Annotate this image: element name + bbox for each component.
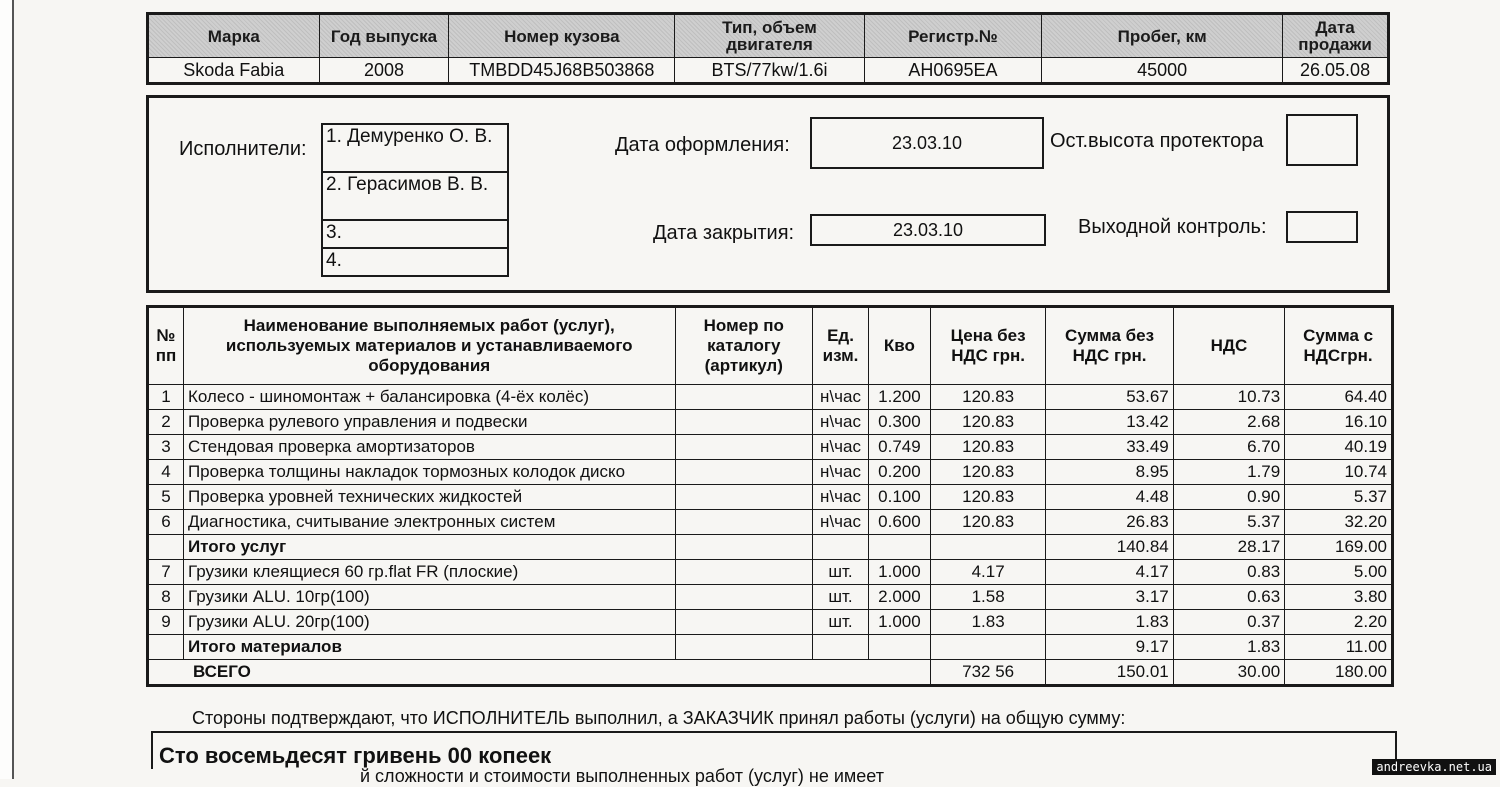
- header-unit: Ед. изм.: [813, 307, 869, 385]
- header-number: № пп: [148, 307, 184, 385]
- issue-date-field: 23.03.10: [810, 117, 1044, 169]
- row-vat: 0.37: [1173, 610, 1284, 635]
- table-row: [148, 460, 1393, 485]
- exit-control-field: [1286, 211, 1358, 243]
- row-qty: 0.100: [868, 485, 930, 510]
- header-name: Наименование выполняемых работ (услуг), используемых материалов и устанавливаемого оборудования: [183, 307, 675, 385]
- row-unit: н\час: [813, 485, 869, 510]
- works-header-row: [148, 307, 1393, 385]
- row-sum: 4.17: [1046, 560, 1173, 585]
- executors-label: Исполнители:: [179, 138, 307, 160]
- row-sum: 26.83: [1046, 510, 1173, 535]
- row-unit: шт.: [813, 585, 869, 610]
- row-total: 40.19: [1285, 435, 1393, 460]
- header-vat: НДС: [1173, 307, 1284, 385]
- grand-total-row: [148, 660, 1393, 686]
- row-sum: 8.95: [1046, 460, 1173, 485]
- row-total: 3.80: [1285, 585, 1393, 610]
- works-table: [146, 305, 1394, 687]
- row-article: [675, 485, 813, 510]
- tread-height-field: [1286, 114, 1358, 166]
- row-total: 32.20: [1285, 510, 1393, 535]
- services-total-vat: 28.17: [1173, 535, 1284, 560]
- services-total-row: [148, 535, 1393, 560]
- grand-total-total: 180.00: [1285, 660, 1393, 686]
- materials-total-row: [148, 635, 1393, 660]
- empty-cell: [813, 535, 869, 560]
- empty-cell: [930, 635, 1045, 660]
- row-number: 4: [148, 460, 184, 485]
- value-brand: Skoda Fabia: [148, 58, 320, 84]
- row-total: 64.40: [1285, 385, 1393, 410]
- materials-total-vat: 1.83: [1173, 635, 1284, 660]
- row-price: 120.83: [930, 510, 1045, 535]
- header-sum: Сумма без НДС грн.: [1046, 307, 1173, 385]
- row-vat: 5.37: [1173, 510, 1284, 535]
- row-vat: 0.83: [1173, 560, 1284, 585]
- grand-total-price: 732 56: [930, 660, 1045, 686]
- row-number: 9: [148, 610, 184, 635]
- row-article: [675, 385, 813, 410]
- grand-total-sum: 150.01: [1046, 660, 1173, 686]
- row-number: 3: [148, 435, 184, 460]
- materials-total-sum: 9.17: [1046, 635, 1173, 660]
- row-unit: н\час: [813, 435, 869, 460]
- row-price: 1.83: [930, 610, 1045, 635]
- table-row: [148, 385, 1393, 410]
- row-name: Стендовая проверка амортизаторов: [183, 435, 675, 460]
- row-name: Проверка толщины накладок тормозных колодок диско: [183, 460, 675, 485]
- page-edge: [0, 0, 14, 779]
- row-number: 2: [148, 410, 184, 435]
- close-date-label: Дата закрытия:: [653, 222, 795, 244]
- row-total: 16.10: [1285, 410, 1393, 435]
- value-engine: BTS/77kw/1.6i: [675, 58, 865, 84]
- row-name: Грузики клеящиеся 60 гр.flat FR (плоские): [183, 560, 675, 585]
- header-engine: Тип, объем двигателя: [675, 14, 865, 58]
- services-total-total: 169.00: [1285, 535, 1393, 560]
- empty-cell: [675, 535, 813, 560]
- row-total: 5.37: [1285, 485, 1393, 510]
- empty-cell: [930, 535, 1045, 560]
- row-article: [675, 610, 813, 635]
- row-name: Проверка уровней технических жидкостей: [183, 485, 675, 510]
- row-price: 120.83: [930, 435, 1045, 460]
- services-total-label: Итого услуг: [183, 535, 675, 560]
- watermark: andreevka.net.ua: [1372, 759, 1496, 775]
- row-number: 5: [148, 485, 184, 510]
- executors-list: [321, 123, 509, 277]
- row-article: [675, 410, 813, 435]
- row-sum: 53.67: [1046, 385, 1173, 410]
- row-unit: н\час: [813, 410, 869, 435]
- executor-item: 2. Герасимов В. В.: [323, 173, 507, 221]
- cut-off-line: й сложности и стоимости выполненных работ (услуг) не имеет: [360, 766, 884, 786]
- row-name: Проверка рулевого управления и подвески: [183, 410, 675, 435]
- row-article: [675, 585, 813, 610]
- sum-in-words: Сто восемьдесят гривень 00 копеек: [151, 731, 1397, 769]
- close-date-field: 23.03.10: [810, 214, 1046, 246]
- value-reg-number: AH0695EA: [864, 58, 1041, 84]
- tread-height-label: Ост.высота протектора: [1050, 130, 1264, 152]
- row-total: 2.20: [1285, 610, 1393, 635]
- empty-cell: [148, 635, 184, 660]
- row-sum: 33.49: [1046, 435, 1173, 460]
- row-unit: шт.: [813, 610, 869, 635]
- row-unit: н\час: [813, 385, 869, 410]
- header-article: Номер по каталогу (артикул): [675, 307, 813, 385]
- vehicle-value-row: [148, 58, 1389, 84]
- agreement-text: Стороны подтверждают, что ИСПОЛНИТЕЛЬ выполнил, а ЗАКАЗЧИК принял работы (услуги) на общую сумму:: [192, 708, 1126, 728]
- empty-cell: [813, 635, 869, 660]
- header-brand: Марка: [148, 14, 320, 58]
- row-price: 120.83: [930, 485, 1045, 510]
- table-row: [148, 435, 1393, 460]
- executor-item: 4.: [326, 250, 342, 271]
- row-qty: 0.749: [868, 435, 930, 460]
- grand-total-vat: 30.00: [1173, 660, 1284, 686]
- row-sum: 4.48: [1046, 485, 1173, 510]
- exit-control-label: Выходной контроль:: [1078, 216, 1267, 238]
- table-row: [148, 560, 1393, 585]
- header-year: Год выпуска: [319, 14, 449, 58]
- header-price: Цена без НДС грн.: [930, 307, 1045, 385]
- row-article: [675, 435, 813, 460]
- row-qty: 1.000: [868, 610, 930, 635]
- value-body-number: TMBDD45J68B503868: [449, 58, 675, 84]
- row-sum: 3.17: [1046, 585, 1173, 610]
- row-unit: н\час: [813, 460, 869, 485]
- empty-cell: [868, 635, 930, 660]
- value-sale-date: 26.05.08: [1283, 58, 1389, 84]
- row-sum: 13.42: [1046, 410, 1173, 435]
- header-reg-number: Регистр.№: [864, 14, 1041, 58]
- header-body-number: Номер кузова: [449, 14, 675, 58]
- empty-cell: [868, 535, 930, 560]
- table-row: [148, 585, 1393, 610]
- row-unit: шт.: [813, 560, 869, 585]
- row-article: [675, 560, 813, 585]
- row-vat: 6.70: [1173, 435, 1284, 460]
- header-mileage: Пробег, км: [1042, 14, 1283, 58]
- row-name: Диагностика, считывание электронных систем: [183, 510, 675, 535]
- row-number: 8: [148, 585, 184, 610]
- row-name: Грузики ALU. 10гр(100): [183, 585, 675, 610]
- executor-item: 3.: [323, 221, 507, 249]
- row-vat: 10.73: [1173, 385, 1284, 410]
- executors-section: [146, 95, 1390, 293]
- row-number: 6: [148, 510, 184, 535]
- row-qty: 0.300: [868, 410, 930, 435]
- row-name: Грузики ALU. 20гр(100): [183, 610, 675, 635]
- row-price: 120.83: [930, 410, 1045, 435]
- row-qty: 1.000: [868, 560, 930, 585]
- row-vat: 1.79: [1173, 460, 1284, 485]
- table-row: [148, 410, 1393, 435]
- row-number: 7: [148, 560, 184, 585]
- materials-total-total: 11.00: [1285, 635, 1393, 660]
- row-unit: н\час: [813, 510, 869, 535]
- header-sale-date: Дата продажи: [1283, 14, 1389, 58]
- table-row: [148, 485, 1393, 510]
- row-number: 1: [148, 385, 184, 410]
- issue-date-label: Дата оформления:: [615, 134, 790, 156]
- row-name: Колесо - шиномонтаж + балансировка (4-ёх колёс): [183, 385, 675, 410]
- value-year: 2008: [319, 58, 449, 84]
- row-vat: 0.90: [1173, 485, 1284, 510]
- vehicle-table: [146, 12, 1390, 85]
- row-total: 10.74: [1285, 460, 1393, 485]
- row-price: 4.17: [930, 560, 1045, 585]
- row-article: [675, 460, 813, 485]
- empty-cell: [148, 535, 184, 560]
- row-vat: 0.63: [1173, 585, 1284, 610]
- executor-item: 1. Демуренко О. В.: [323, 125, 507, 173]
- row-total: 5.00: [1285, 560, 1393, 585]
- header-total: Сумма с НДСгрн.: [1285, 307, 1393, 385]
- empty-cell: [675, 635, 813, 660]
- row-vat: 2.68: [1173, 410, 1284, 435]
- row-price: 120.83: [930, 460, 1045, 485]
- services-total-sum: 140.84: [1046, 535, 1173, 560]
- grand-total-label: ВСЕГО: [148, 660, 931, 686]
- header-qty: Кво: [868, 307, 930, 385]
- materials-total-label: Итого материалов: [183, 635, 675, 660]
- table-row: [148, 510, 1393, 535]
- row-qty: 1.200: [868, 385, 930, 410]
- table-row: [148, 610, 1393, 635]
- vehicle-header-row: [148, 14, 1389, 58]
- value-mileage: 45000: [1042, 58, 1283, 84]
- row-qty: 2.000: [868, 585, 930, 610]
- row-article: [675, 510, 813, 535]
- row-price: 120.83: [930, 385, 1045, 410]
- row-sum: 1.83: [1046, 610, 1173, 635]
- row-qty: 0.200: [868, 460, 930, 485]
- row-qty: 0.600: [868, 510, 930, 535]
- row-price: 1.58: [930, 585, 1045, 610]
